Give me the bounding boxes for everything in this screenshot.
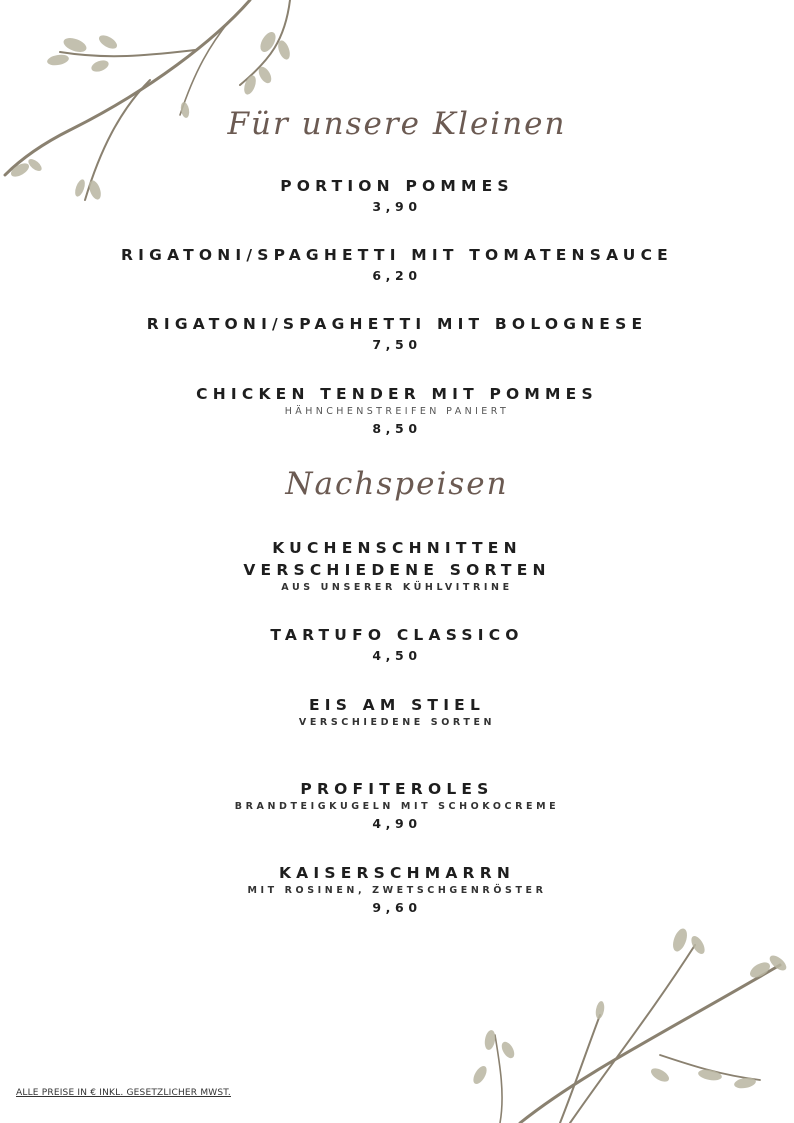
menu-item-chicken-tender [0, 383, 794, 439]
item-price: 9,60 [372, 900, 422, 915]
item-description: MIT ROSINEN, ZWETSCHGENRÖSTER [247, 885, 547, 896]
item-description: HÄHNCHENSTREIFEN PANIERT [284, 406, 510, 417]
item-name: EIS AM STIEL [308, 696, 486, 714]
item-price: 7,50 [372, 337, 422, 352]
item-description: AUS UNSERER KÜHLVITRINE [281, 582, 513, 593]
section-title-desserts: Nachspeisen [285, 466, 509, 502]
item-name: PROFITEROLES [300, 780, 494, 798]
section-title-kids: Für unsere Kleinen [227, 106, 567, 142]
item-name: RIGATONI/SPAGHETTI MIT BOLOGNESE [146, 315, 648, 333]
item-description: VERSCHIEDENE SORTEN [298, 717, 496, 728]
item-price: 6,20 [372, 268, 422, 283]
item-name: RIGATONI/SPAGHETTI MIT TOMATENSAUCE [121, 246, 673, 264]
menu-item-pasta-bolognese [0, 313, 794, 355]
item-name: CHICKEN TENDER MIT POMMES [196, 385, 598, 403]
item-name: PORTION POMMES [280, 177, 514, 195]
menu-item-kuchenschnitten [0, 537, 794, 595]
item-name: TARTUFO CLASSICO [270, 626, 524, 644]
item-name-line2: VERSCHIEDENE SORTEN [243, 561, 551, 579]
item-price: 8,50 [372, 421, 422, 436]
item-price: 4,50 [372, 648, 422, 663]
price-footnote: ALLE PREISE IN € INKL. GESETZLICHER MWST. [16, 1088, 231, 1098]
menu-item-portion-pommes [0, 175, 794, 217]
item-description: BRANDTEIGKUGELN MIT SCHOKOCREME [234, 801, 560, 812]
item-price: 4,90 [372, 816, 422, 831]
menu-item-profiteroles [0, 778, 794, 834]
olive-branch-bottom-decoration [460, 915, 794, 1123]
item-price: 3,90 [372, 199, 422, 214]
menu-item-eis-am-stiel [0, 694, 794, 730]
menu-item-pasta-tomatensauce [0, 244, 794, 286]
menu-item-tartufo-classico [0, 624, 794, 666]
menu-item-kaiserschmarrn [0, 862, 794, 918]
item-name: KAISERSCHMARRN [278, 864, 516, 882]
item-name: KUCHENSCHNITTEN [272, 539, 522, 557]
